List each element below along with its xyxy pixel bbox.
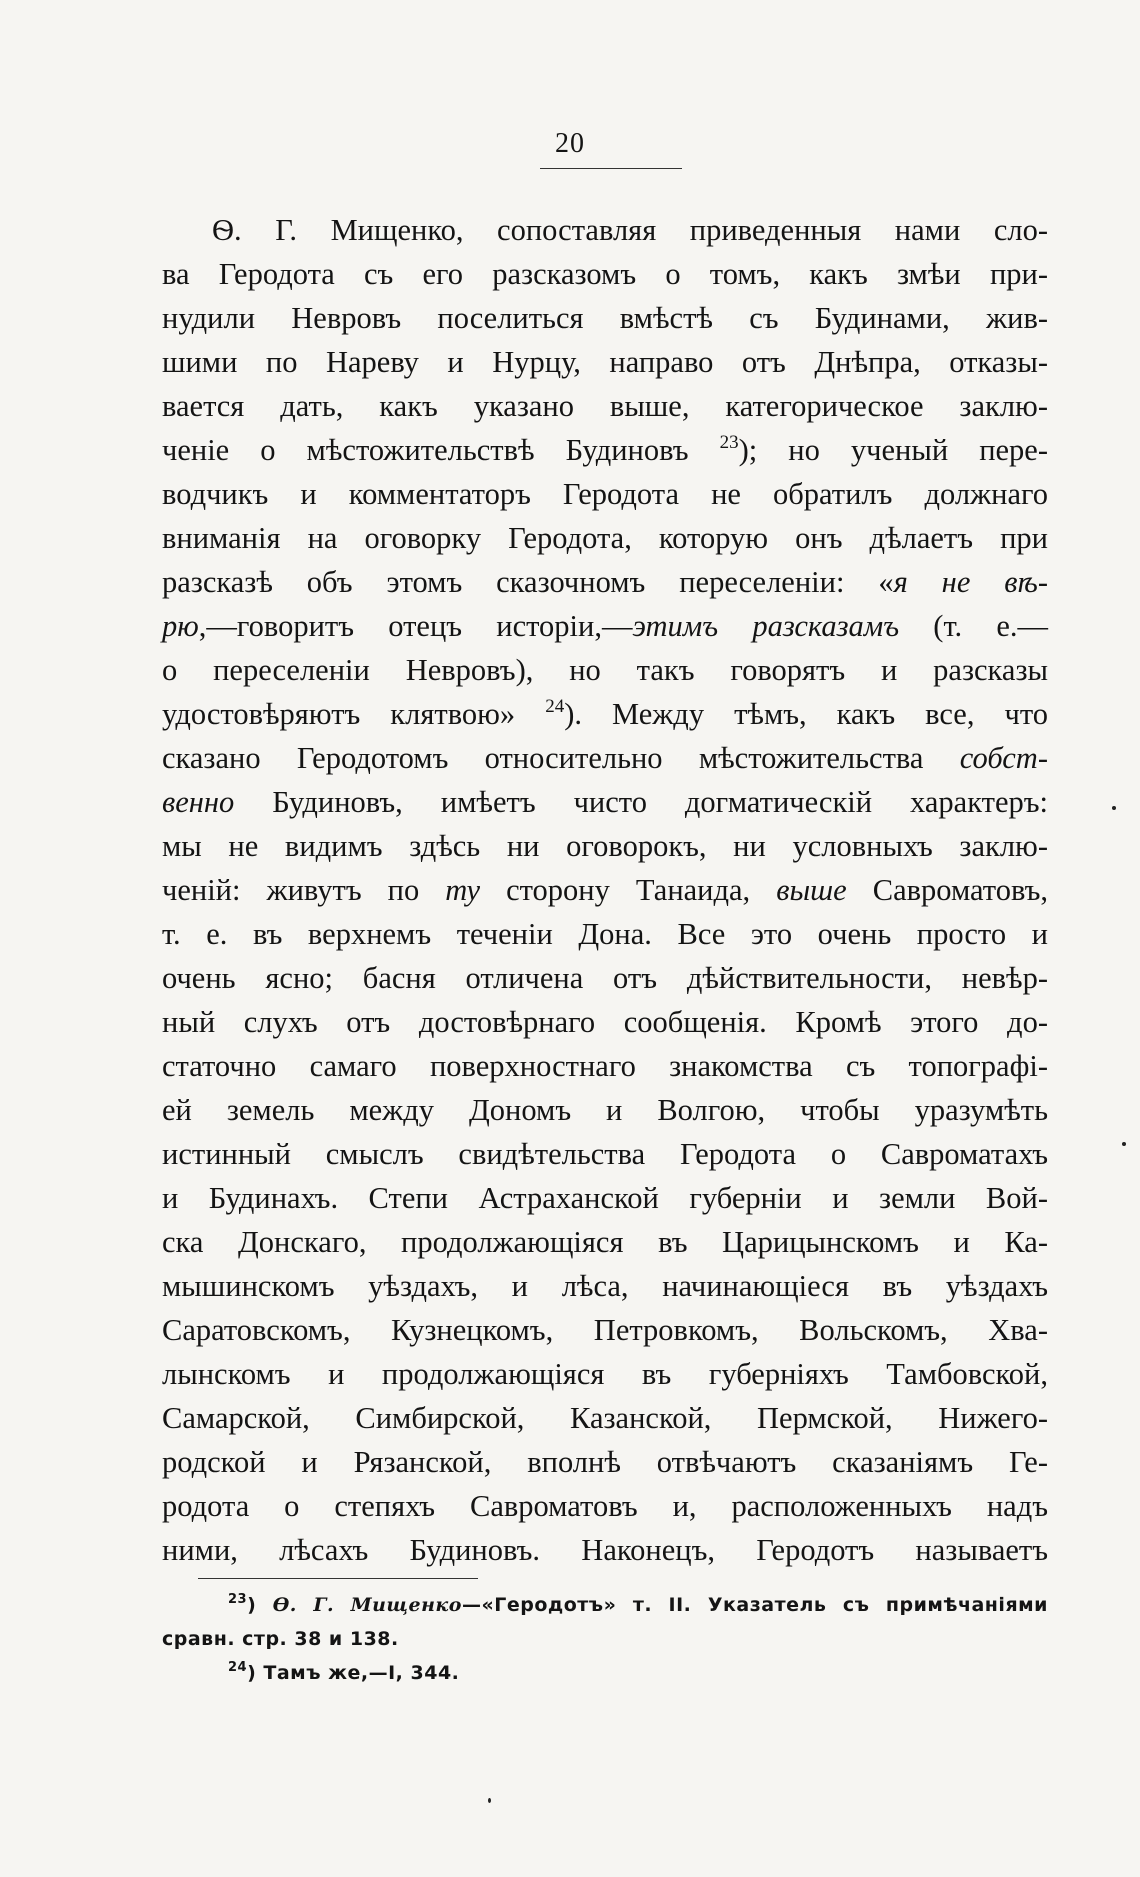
text-line [162,560,1048,604]
body-text [162,208,1048,1572]
text-line [162,1440,1048,1484]
text-run: мышинскомъ уѣздахъ, и лѣса, начинающіеся въ уѣздахъ [162,1269,1048,1303]
text-line [162,384,1048,428]
italic-text: выше [776,873,847,907]
text-run: ска Донскаго, продолжающіяся въ Царицынскомъ и Ка- [162,1225,1048,1259]
text-run: ва Геродота съ его разсказомъ о томъ, какъ змѣи при- [162,257,1048,291]
footnote-ref: 24 [228,1660,248,1675]
text-run: ) [247,1594,273,1616]
text-run: Ѳ. Г. Мищенко, сопоставляя приведенныя нами сло- [212,213,1048,247]
italic-text: этимъ разсказамъ [632,609,900,643]
text-line [162,868,1048,912]
text-run: о переселеніи Невровъ), но такъ говорятъ и разсказы [162,653,1048,687]
text-line [162,1484,1048,1528]
text-line [162,912,1048,956]
italic-text: я не вѣ- [893,565,1049,599]
text-run: шими по Нареву и Нурцу, направо отъ Днѣпра, отказы- [162,345,1048,379]
text-run: сравн. стр. 38 и 138. [162,1628,399,1650]
italic-text: венно [162,785,235,819]
text-line [162,1000,1048,1044]
text-run: ный слухъ отъ достовѣрнаго сообщенія. Кромѣ этого до- [162,1005,1048,1039]
text-run: родской и Рязанской, вполнѣ отвѣчаютъ сказаніямъ Ге- [162,1445,1048,1479]
footnote-ref: 23 [719,432,739,453]
scan-speck [1112,806,1116,810]
text-line [162,604,1048,648]
text-line [162,516,1048,560]
footnote-ref: 24 [545,696,565,717]
text-run: лынскомъ и продолжающіяся въ губерніяхъ Тамбовской, [162,1357,1048,1391]
text-run: ними, лѣсахъ Будиновъ. Наконецъ, Геродотъ называетъ [162,1533,1048,1567]
page-number-rule [540,168,682,169]
italic-text: ту [445,873,481,907]
text-run: ,—говоритъ отецъ исторіи,— [198,609,633,643]
text-run: удостовѣряютъ клятвою» [162,697,546,731]
text-line [162,208,1048,252]
text-line [162,1088,1048,1132]
text-line [162,472,1048,516]
text-line [162,736,1048,780]
text-run: ченій: живутъ по [162,873,446,907]
text-run: сторону Танаида, [480,873,777,907]
italic-text: собст- [959,741,1048,775]
text-run: статочно самаго поверхностнаго знакомства съ топографі- [162,1049,1048,1083]
text-run: (т. е.— [899,609,1049,643]
text-run: и Будинахъ. Степи Астраханской губерніи и земли Вой- [162,1181,1048,1215]
text-run: мы не видимъ здѣсь ни оговорокъ, ни условныхъ заклю- [162,829,1048,863]
text-line [162,252,1048,296]
text-line [162,296,1048,340]
text-line [162,780,1048,824]
text-run: ). Между тѣмъ, какъ все, что [564,697,1048,731]
text-line [162,1132,1048,1176]
text-run: т. е. въ верхнемъ теченіи Дона. Все это очень просто и [162,917,1048,951]
text-line [162,648,1048,692]
text-line [162,1622,1048,1656]
text-run: ченіе о мѣстожительствѣ Будиновъ [162,433,720,467]
page-number: 20 [555,128,585,159]
text-run: сказано Геродотомъ относительно мѣстожительства [162,741,960,775]
text-line [162,1396,1048,1440]
scan-speck [488,1798,491,1803]
text-run: вается дать, какъ указано выше, категорическое заклю- [162,389,1048,423]
text-run: родота о степяхъ Савроматовъ и, расположенныхъ надъ [162,1489,1048,1523]
text-run: Савроматовъ, [846,873,1048,907]
text-line [162,428,1048,472]
text-line [162,1308,1048,1352]
italic-text: рю [162,609,199,643]
text-line [162,824,1048,868]
text-run: очень ясно; басня отличена отъ дѣйствительности, невѣр- [162,961,1048,995]
text-run: разсказѣ объ этомъ сказочномъ переселеніи: « [162,565,894,599]
text-line [162,1352,1048,1396]
footnotes [162,1588,1048,1690]
text-run: вниманія на оговорку Геродота, которую онъ дѣлаетъ при [162,521,1048,555]
text-line [162,1220,1048,1264]
text-line [162,1656,1048,1690]
text-line [162,1264,1048,1308]
text-line [162,956,1048,1000]
text-run: истинный смыслъ свидѣтельства Геродота о Савроматахъ [162,1137,1048,1171]
text-line [162,1528,1048,1572]
text-run: ей земель между Дономъ и Волгою, чтобы уразумѣть [162,1093,1048,1127]
text-line [162,340,1048,384]
text-run: —«Геродотъ» т. II. Указатель съ примѣчаніями [461,1594,1048,1616]
text-run: ); но ученый пере- [738,433,1048,467]
text-line [162,1588,1048,1622]
text-run: Самарской, Симбирской, Казанской, Пермской, Нижего- [162,1401,1048,1435]
text-run: Будиновъ, имѣетъ чисто догматическій характеръ: [234,785,1048,819]
scan-speck [1122,1142,1126,1146]
text-run: Саратовскомъ, Кузнецкомъ, Петровкомъ, Вольскомъ, Хва- [162,1313,1048,1347]
text-line [162,692,1048,736]
text-run: водчикъ и комментаторъ Геродота не обратилъ должнаго [162,477,1048,511]
text-line [162,1176,1048,1220]
footnote-separator [198,1578,478,1579]
text-run: нудили Невровъ поселиться вмѣстѣ съ Будинами, жив- [162,301,1048,335]
text-line [162,1044,1048,1088]
text-run: ) Тамъ же,—I, 344. [247,1662,460,1684]
italic-text: Ѳ. Г. Мищенко [272,1594,462,1616]
footnote-ref: 23 [228,1592,248,1607]
